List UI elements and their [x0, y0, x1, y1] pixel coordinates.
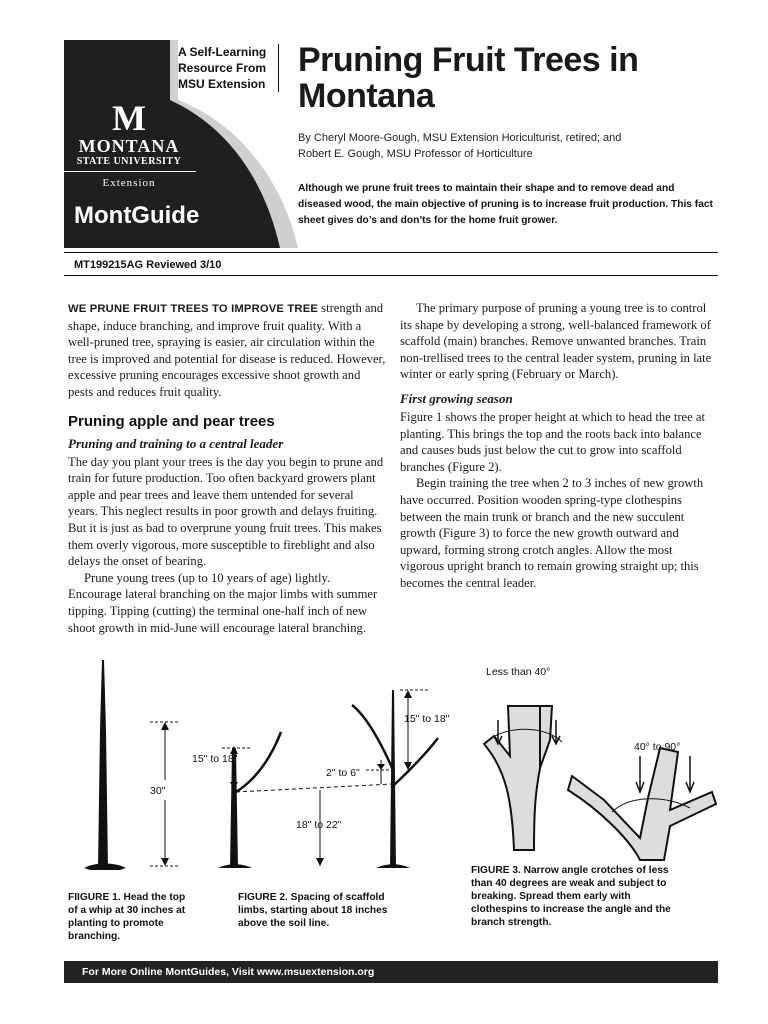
figure-3-caption: FIGURE 3. Narrow angle crotches of less than 40 degrees are weak and subject to breaking. Spread them early with clothespins to increase the angle and the branch strength. [471, 865, 671, 928]
subheading: First growing season [400, 390, 513, 406]
title-line: Montana [298, 77, 435, 115]
figure-2-label-b: 15" to 18" [404, 713, 450, 725]
divider [278, 44, 279, 92]
paragraph: The day you plant your trees is the day you begin to prune and train for future production. Too often backyard growers plant apple and pear trees and leave them untended for several years. This neglect results in poor growth and delays fruiting. But it is just as bad to overprune young fruit trees. This makes them overly vigorous, more susceptible to fireblight and also delays the onset of bearing. [68, 454, 384, 569]
divider [64, 252, 718, 253]
logo-line3: Extension [102, 177, 156, 189]
right-column [400, 300, 718, 592]
tagline-line: Resource From [178, 61, 267, 75]
left-column [68, 300, 386, 636]
logo-mark: M [112, 98, 146, 138]
figure-2-label-a: 15" to 18" [192, 753, 238, 765]
msu-logo [64, 100, 224, 190]
document-id: MT199215AG Reviewed 3/10 [74, 259, 222, 271]
figure-3-label-narrow: Less than 40° [486, 666, 551, 678]
logo-rule [64, 171, 196, 172]
figure-3-crotch-angles [484, 666, 716, 860]
figure-1-whip [84, 660, 180, 870]
author-line: Robert E. Gough, MSU Professor of Horticulture [298, 148, 533, 160]
summary: Although we prune fruit trees to maintain their shape and to remove dead and diseased wood, the main objective of pruning is to increase fruit production. This fact sheet gives do’s and don’ts for the home fruit grower. [298, 183, 713, 226]
authors [298, 130, 718, 162]
tagline-line: MSU Extension [178, 77, 266, 91]
figure-2-label-c: 2" to 6" [326, 767, 360, 779]
section-heading: Pruning apple and pear trees [68, 412, 275, 430]
paragraph: Figure 1 shows the proper height at which to head the tree at planting. This brings the top and the roots back into balance and causes buds just below the cut to grow into scaffold branches (Figure 2). [400, 409, 705, 474]
intro-text: strength and shape, induce branching, and improve fruit quality. With a well-pruned tree, spraying is easier, air circulation within the tree is improved and potential for disease is reduced. However, excessive pruning encourages excessive shoot growth and pests and reduces fruit quality. [68, 301, 386, 399]
footer-text: For More Online MontGuides, Visit www.msuextension.org [82, 966, 375, 978]
paragraph: Begin training the tree when 2 to 3 inches of new growth have occurred. Position wooden spring-type clothespins between the main trunk or branch and the new succulent growth (Figure 3) to force the new growth outward and upward, forming strong crotch angles. Allow the most vigorous upright branch to remain growing straight up; this becomes the central leader. [400, 476, 704, 590]
figure-2-label-d: 18" to 22" [296, 819, 342, 831]
series-name: MontGuide [74, 202, 200, 229]
author-line: By Cheryl Moore-Gough, MSU Extension Horiculturist, retired; and [298, 132, 622, 144]
subheading: Pruning and training to a central leader [68, 435, 284, 451]
figure-2-caption: FIGURE 2. Spacing of scaffold limbs, starting about 18 inches above the soil line. [238, 892, 388, 929]
logo-line1: MONTANA [78, 136, 180, 156]
tagline [178, 44, 272, 92]
intro-paragraph [68, 300, 386, 401]
title-line: Pruning Fruit Trees in [298, 41, 639, 79]
figure-2-scaffold [192, 690, 450, 868]
paragraph: The primary purpose of pruning a young tree is to control its shape by developing a strong, well-balanced framework of scaffold (main) branches. Remove unwanted branches. Train non-trellised trees to the central leader system, pruning in late winter or early spring (February or March). [400, 301, 712, 382]
logo-line2: STATE UNIVERSITY [76, 156, 182, 167]
figure-1-height-label: 30" [150, 785, 166, 797]
intro-lead: WE PRUNE FRUIT TREES TO IMPROVE TREE [68, 303, 319, 315]
footer-bar [64, 961, 718, 983]
paragraph: Prune young trees (up to 10 years of age) lightly. Encourage lateral branching on the major limbs with summer tipping. Tipping (cutting) the terminal one-half inch of new shoot growth in mid-June will encourage lateral branching. [68, 570, 378, 635]
divider [64, 275, 718, 276]
page-title [298, 42, 738, 114]
figure-1-caption: FIIGURE 1. Head the top of a whip at 30 inches at planting to promote branching. [68, 892, 186, 942]
figure-3-label-wide: 40° to 90° [634, 741, 681, 753]
tagline-line: A Self-Learning [178, 45, 267, 59]
